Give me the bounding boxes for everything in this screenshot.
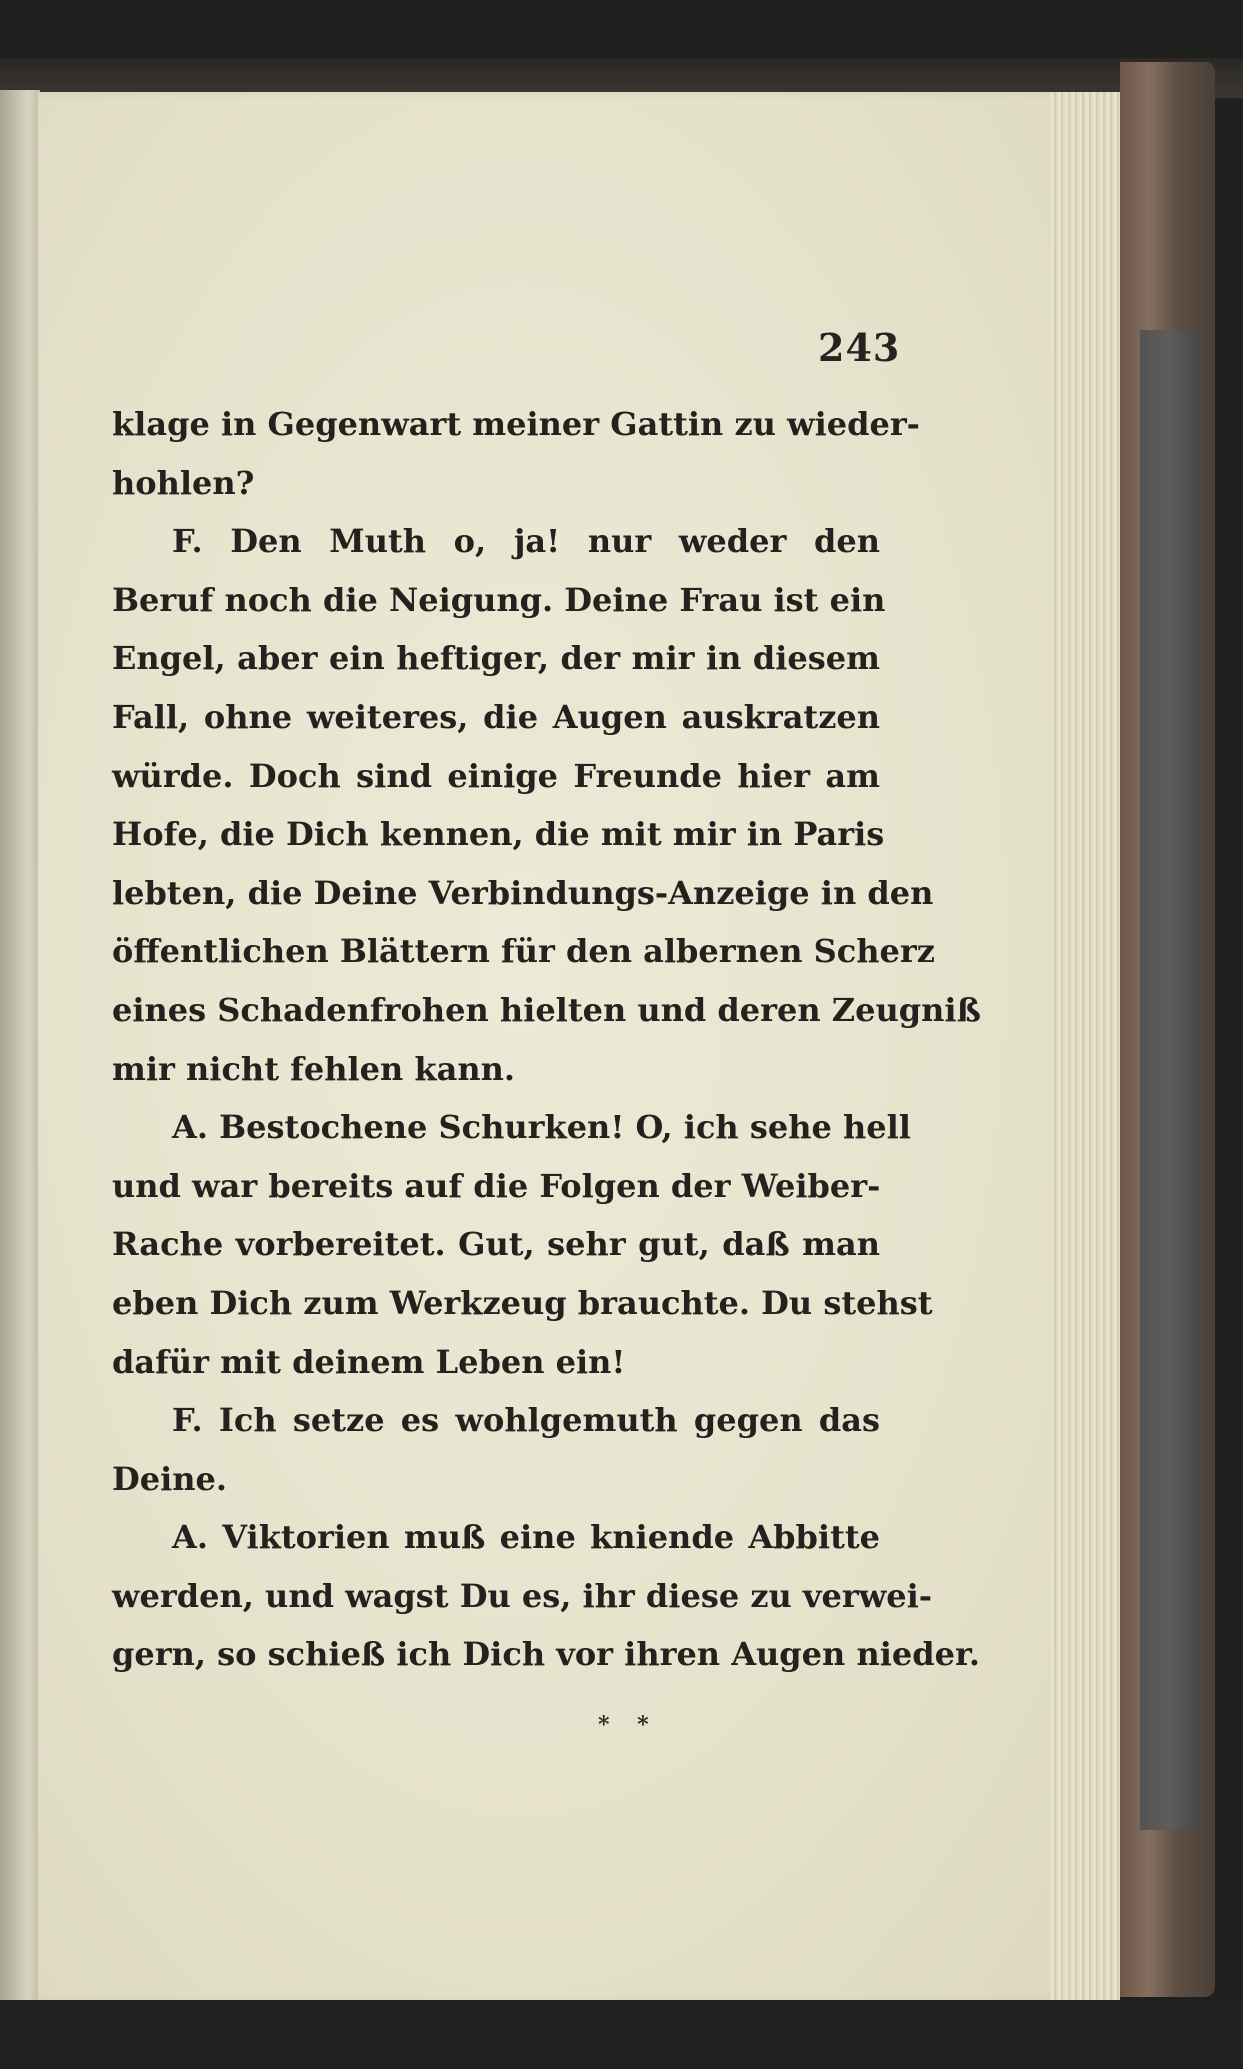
book-spine-strip bbox=[1140, 330, 1200, 1830]
page-number: 243 bbox=[818, 325, 901, 370]
text-line: Hofe, die Dich kennen, die mit mir in Paris bbox=[112, 815, 885, 854]
text-line: Beruf noch die Neigung. Deine Frau ist ein bbox=[112, 580, 886, 619]
text-line: lebten, die Deine Verbindungs-Anzeige in den bbox=[112, 873, 934, 912]
page-stack-edge bbox=[1050, 92, 1120, 2002]
bottom-shadow bbox=[0, 2000, 1243, 2069]
text-line: hohlen? bbox=[112, 463, 255, 502]
text-line: dafür mit deinem Leben ein! bbox=[112, 1342, 626, 1381]
text-line: Rache vorbereitet. Gut, sehr gut, daß man bbox=[112, 1225, 880, 1264]
page-text bbox=[112, 395, 981, 1684]
text-line: und war bereits auf die Folgen der Weiber- bbox=[112, 1166, 881, 1205]
text-line: Deine. bbox=[112, 1459, 228, 1498]
text-line: gern, so schieß ich Dich vor ihren Augen nieder. bbox=[112, 1635, 981, 1674]
text-line: F. Ich setze es wohlgemuth gegen das bbox=[172, 1401, 880, 1440]
text-line: Fall, ohne weiteres, die Augen auskratzen bbox=[112, 697, 880, 736]
text-line: öffentlichen Blättern für den albernen Scherz bbox=[112, 932, 935, 971]
text-line: eben Dich zum Werkzeug brauchte. Du stehst bbox=[112, 1283, 933, 1322]
text-line: eines Schadenfrohen hielten und deren Zeugniß bbox=[112, 990, 981, 1029]
text-line: klage in Gegenwart meiner Gattin zu wieder- bbox=[112, 405, 920, 443]
text-line: F. Den Muth o, ja! nur weder den bbox=[172, 522, 880, 561]
text-line: Engel, aber ein heftiger, der mir in diesem bbox=[112, 639, 880, 678]
left-page-edge bbox=[0, 90, 40, 2010]
text-line: mir nicht fehlen kann. bbox=[112, 1049, 515, 1088]
end-ornament: * * bbox=[598, 1712, 659, 1738]
text-line: A. Bestochene Schurken! O, ich sehe hell bbox=[172, 1108, 911, 1147]
text-line: werden, und wagst Du es, ihr diese zu verwei- bbox=[112, 1576, 933, 1615]
text-line: A. Viktorien muß eine kniende Abbitte bbox=[172, 1518, 880, 1557]
text-line: würde. Doch sind einige Freunde hier am bbox=[112, 756, 880, 795]
